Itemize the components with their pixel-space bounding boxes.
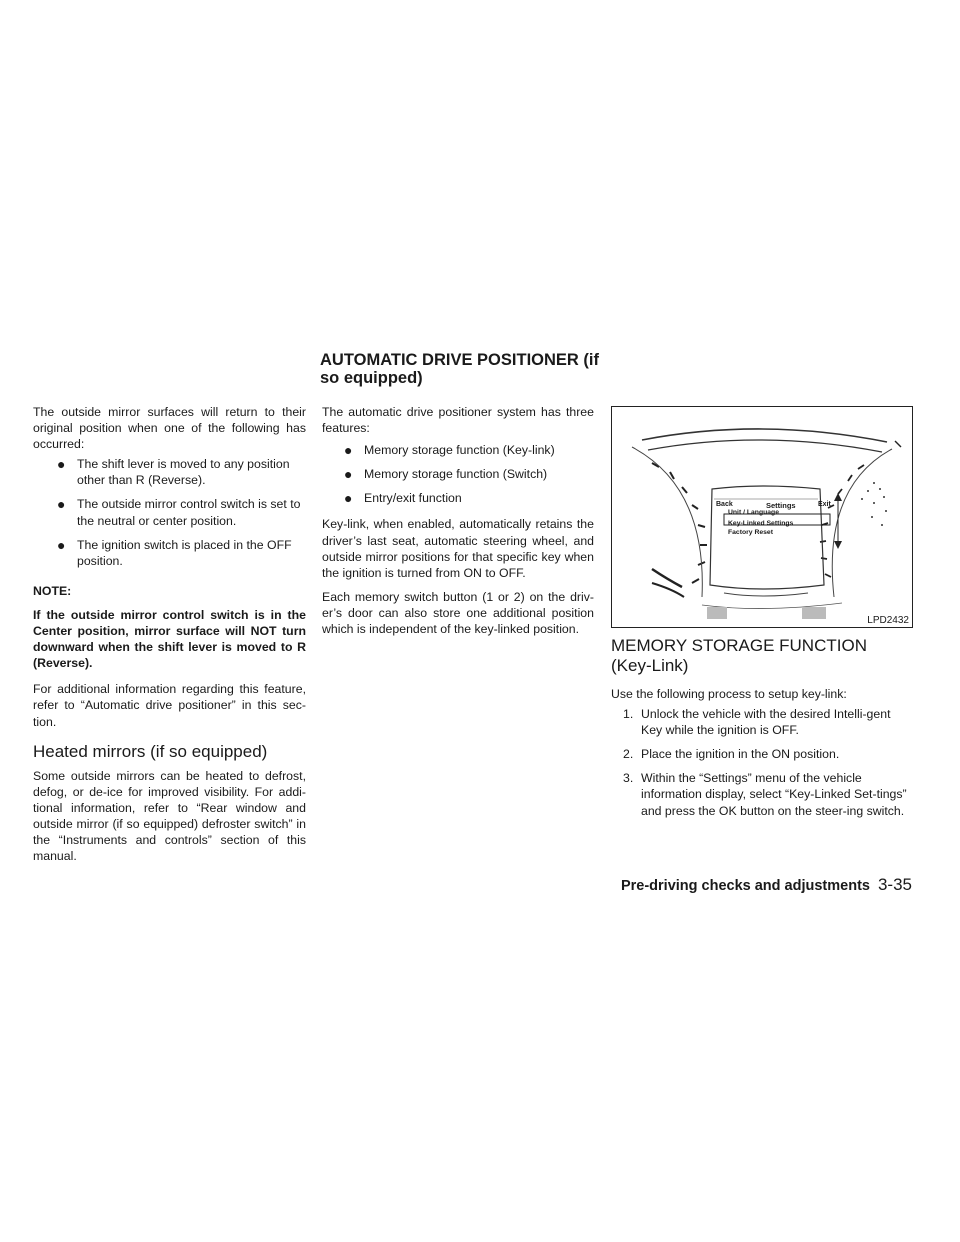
- note-label: NOTE:: [33, 583, 72, 598]
- heated-mirrors-text: Some outside mirrors can be heated to defrost, defog, or de-ice for improved visibility. For addi-tional information, refer to “Rear window and outside mirror (if so equipped) defroster switch” in the “Instruments and controls” section of this manual.: [33, 768, 306, 864]
- screen-menu: [728, 511, 793, 538]
- memory-switch-description: Each memory switch button (1 or 2) on the driv-er’s door can also store one additional position which is independent of the key-linked position.: [322, 589, 594, 637]
- column-3: [611, 636, 911, 819]
- figure-label: LPD2432: [867, 615, 909, 626]
- list-item: ● The outside mirror control switch is set to the neutral or center position.: [57, 496, 301, 528]
- dashboard-figure: [611, 406, 913, 628]
- list-item: 3. Within the “Settings” menu of the vehicle information display, select “Key-Linked Set-tings” and press the OK button on the steer-ing switch.: [623, 771, 907, 818]
- footer-section-title: Pre-driving checks and adjustments: [620, 878, 870, 894]
- mirror-return-bullets: [57, 456, 306, 569]
- bullet-icon: ●: [57, 536, 66, 553]
- screen-menu-item: Unit / Language: [728, 509, 779, 516]
- mirror-return-intro: The outside mirror surfaces will return to their original position when one of the following has occurred:: [33, 405, 306, 452]
- section-heading-line1: AUTOMATIC DRIVE POSITIONER (if: [320, 351, 599, 369]
- adp-feature-bullets: [344, 442, 594, 506]
- memory-storage-heading: [611, 636, 911, 676]
- bullet-icon: ●: [57, 496, 66, 513]
- column-2: [322, 404, 594, 637]
- bullet-icon: ●: [344, 466, 353, 483]
- page-footer: [621, 875, 912, 895]
- bullet-icon: ●: [57, 456, 66, 473]
- list-item: ● The ignition switch is placed in the OFF position.: [57, 536, 292, 568]
- note-text: If the outside mirror control switch is in the Center position, mirror surface will NOT turn downward when the shift lever is moved to R (Reverse).: [33, 607, 306, 671]
- setup-intro: Use the following process to setup key-link:: [611, 687, 847, 701]
- screen-menu-item-selected: Key-Linked Settings: [728, 519, 794, 527]
- list-item: ● Entry/exit function: [344, 490, 462, 507]
- bullet-icon: ●: [344, 442, 353, 459]
- screen-title: Settings: [766, 501, 796, 510]
- bullet-icon: ●: [344, 490, 353, 507]
- column-1: [33, 404, 306, 864]
- heated-mirrors-heading: Heated mirrors (if so equipped): [33, 741, 268, 761]
- memory-storage-heading-line2: (Key-Link): [611, 656, 689, 675]
- list-item: ● The shift lever is moved to any position other than R (Reverse).: [57, 456, 290, 488]
- list-item: 2. Place the ignition in the ON position.: [623, 747, 840, 762]
- page-number: 3-35: [877, 875, 912, 894]
- memory-storage-heading-line1: MEMORY STORAGE FUNCTION: [611, 636, 867, 655]
- list-item: 1. Unlock the vehicle with the desired Intelli-gent Key while the ignition is OFF.: [623, 707, 891, 738]
- section-heading-line2: so equipped): [320, 369, 423, 387]
- adp-intro: The automatic drive positioner system has three features:: [322, 405, 594, 436]
- section-heading: [320, 351, 620, 387]
- setup-steps: [623, 706, 911, 819]
- additional-info: For additional information regarding this feature, refer to “Automatic drive positioner” in this sec-tion.: [33, 682, 306, 729]
- keylink-description: Key-link, when enabled, automatically retains the driver’s last seat, automatic steering wheel, and outside mirror positions for that specific key when the ignition is turned from ON to OFF.: [322, 517, 594, 580]
- screen-menu-item: Factory Reset: [728, 529, 773, 536]
- screen-exit-label: Exit: [818, 501, 831, 508]
- list-item: ● Memory storage function (Key-link): [344, 442, 555, 459]
- list-item: ● Memory storage function (Switch): [344, 466, 548, 483]
- screen-back-label: Back: [716, 501, 733, 508]
